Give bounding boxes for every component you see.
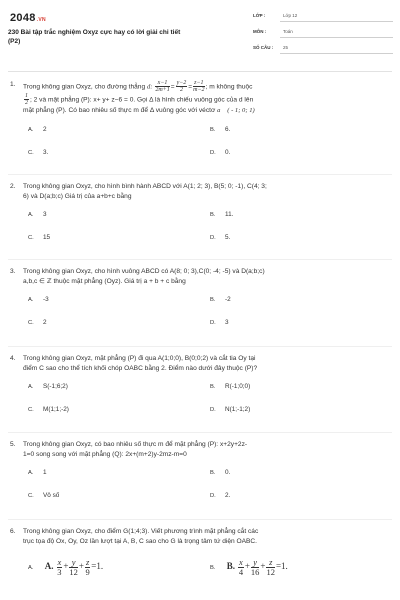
question-number: 3. — [10, 268, 16, 275]
option-d[interactable]: D. 5. — [210, 234, 231, 241]
question-divider — [8, 174, 392, 175]
meta-info — [253, 13, 393, 61]
option-b[interactable]: B. 11. — [210, 211, 234, 218]
option-d[interactable]: D. 0. — [210, 148, 231, 156]
question-text: 6. Trong không gian Oxyz, cho điểm G(1;4;3). Viết phương trình mặt phẳng cắt các trục tọa độ Ox, Oy, Oz lần lượt tại A, B, C sao cho G là trọng tâm tứ diện OABC. — [10, 528, 259, 545]
question-6 — [10, 527, 390, 598]
fraction: $\frac{x-1}{2m+1}$ — [155, 80, 170, 93]
question-3 — [10, 267, 390, 336]
question-text: 5. Trong không gian Oxyz, có bao nhiêu số thực m để mặt phẳng (P): x+2y+2z- 1=0 song song với mặt phẳng (Q): 2x+(m+2)y-2mz-m=0 — [10, 441, 248, 458]
question-1 — [10, 80, 390, 166]
answer-options — [10, 383, 390, 423]
option-a[interactable]: A. S(-1;6;2) — [28, 383, 68, 390]
meta-row-class — [253, 13, 393, 29]
meta-label: MÔN : — [253, 29, 267, 34]
option-d[interactable]: D. 2. — [210, 492, 231, 499]
question-number: 2. — [10, 183, 16, 190]
meta-value: 25 — [283, 45, 289, 50]
question-text: 3. Trong không gian Oxyz, cho hình vuông ABCD có A(8; 0; 3),C(0; -4; -5) và D(a;b;c) a,b,c ∈ ℤ thuộc mặt phẳng (Oyz). Giá trị a + b + c bằng — [10, 268, 265, 285]
option-c[interactable]: C. Vô số — [28, 492, 60, 499]
answer-options — [10, 296, 390, 336]
equation: B. $\frac{x}{4}$ + $\frac{y}{16}$ + $\frac{z}{12}$ =1. — [226, 557, 288, 577]
option-d[interactable]: D. N(1;-1;2) — [210, 406, 251, 413]
option-c[interactable]: C. 15 — [28, 234, 51, 241]
fraction: $\frac{y-2}{2}$ — [176, 80, 187, 93]
option-a[interactable]: A. -3 — [28, 296, 49, 303]
option-c[interactable]: C. 2 — [28, 319, 47, 326]
option-b[interactable]: B. R(-1;0;0) — [210, 383, 251, 390]
question-5 — [10, 440, 390, 509]
question-number: 5. — [10, 441, 16, 448]
question-number: 4. — [10, 355, 16, 362]
option-c[interactable]: C. 3. — [28, 148, 49, 156]
document-title-line2: (P2) — [8, 38, 21, 45]
option-a[interactable]: A. 3 — [28, 211, 47, 218]
option-d[interactable]: D. 3 — [210, 319, 229, 326]
meta-label: SỐ CÂU : — [253, 45, 274, 50]
equation: A. $\frac{x}{3}$ + $\frac{y}{12}$ + $\frac{z}{9}$ =1. — [44, 557, 104, 577]
header — [0, 0, 400, 72]
option-b[interactable]: B. 6. — [210, 125, 231, 133]
fraction: $\frac{z-1}{m-2}$ — [193, 80, 205, 93]
site-logo[interactable]: 2048.VN — [10, 12, 46, 24]
question-2 — [10, 182, 390, 251]
option-b[interactable]: B. 0. — [210, 469, 231, 476]
option-c[interactable]: C. M(1;1;-2) — [28, 406, 69, 413]
meta-row-count — [253, 45, 393, 61]
header-divider — [8, 71, 392, 72]
meta-label: LỚP : — [253, 13, 266, 18]
answer-options — [10, 558, 390, 598]
question-divider — [8, 519, 392, 520]
answer-options — [10, 211, 390, 251]
document-title-line1: 230 Bài tập trắc nghiệm Oxyz cực hay có lời giải chi tiết — [8, 29, 181, 36]
question-text: 4. Trong không gian Oxyz, mặt phẳng (P) đi qua A(1;0;0), B(0;0;2) và cắt tia Oy tại điểm C sao cho thể tích khối chóp OABC bằng 2. Điểm nào dưới đây thuộc (P)? — [10, 355, 258, 372]
question-number: 6. — [10, 528, 16, 535]
option-a[interactable]: A. 1 — [28, 469, 47, 476]
question-divider — [8, 346, 392, 347]
document-title — [8, 28, 253, 46]
meta-value: Toán — [283, 29, 293, 34]
option-b[interactable]: B. -2 — [210, 296, 231, 303]
question-divider — [8, 259, 392, 260]
answer-options — [10, 126, 390, 166]
meta-row-subject — [253, 29, 393, 45]
option-a[interactable]: A. A. $\frac{x}{3}$ + $\frac{y}{12}$ + $\frac{z}{9}$ =1. — [28, 557, 104, 577]
question-4 — [10, 354, 390, 423]
question-divider — [8, 432, 392, 433]
fraction: $\frac{1}{2}$ — [25, 93, 28, 106]
option-a[interactable]: A. 2 — [28, 125, 47, 133]
meta-value: Lớp 12 — [283, 13, 298, 18]
option-b[interactable]: B. B. $\frac{x}{4}$ + $\frac{y}{16}$ + $\frac{z}{12}$ =1. — [210, 557, 288, 577]
question-text: 2. Trong không gian Oxyz, cho hình bình hành ABCD với A(1; 2; 3), B(5; 0; -1), C(4; 3; 6) và D(a;b;c) Giá trị của a+b+c bằng — [10, 183, 267, 200]
answer-options — [10, 469, 390, 509]
question-text: 1. Trong không gian Oxyz, cho đường thẳng d: $\frac{x-1}{2m+1}$ = $\frac{y-2}{2}$ = $\frac{z-1}{m-2}$ ; m không thuộc $\frac{1}{2}$ ; 2 và mặt phẳng (P): x+ y+ z−6 = 0. Gọi Δ là hình chiếu vuông góc của d lên mặt phẳng (P). Có bao nhiêu số thực m để Δ vuông góc với véctơ a⃗ ( - 1; 0; 1) — [10, 80, 255, 114]
question-number: 1. — [10, 81, 16, 88]
